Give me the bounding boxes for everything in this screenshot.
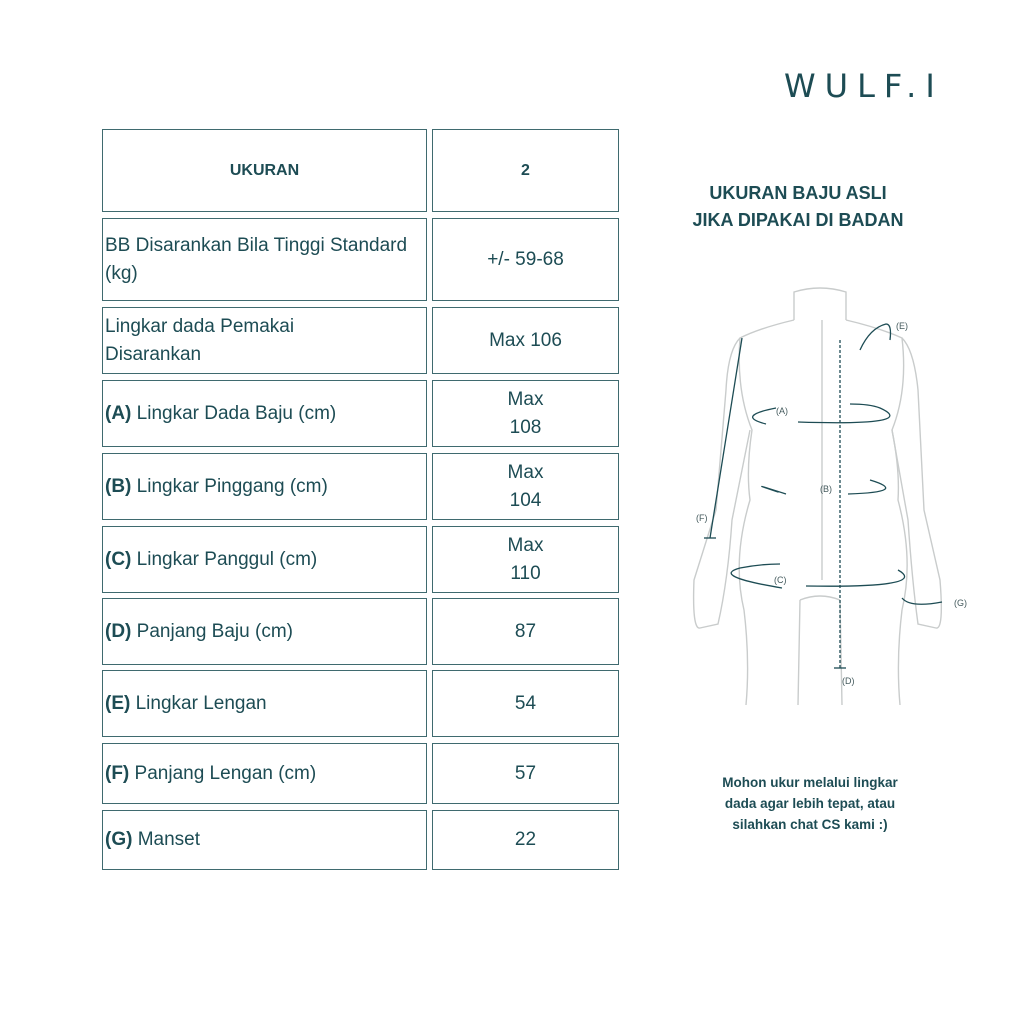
table-row-value <box>432 810 619 870</box>
table-row-value <box>432 743 619 804</box>
row-label-text: (G) Manset <box>105 829 201 850</box>
diagram-title-line-1: UKURAN BAJU ASLI <box>709 183 887 203</box>
table-row-label <box>102 380 427 447</box>
row-label-text: (B) Lingkar Pinggang (cm) <box>105 475 328 497</box>
note-line-3: silahkan chat CS kami :) <box>732 817 888 832</box>
row-value-text: 54 <box>514 692 537 714</box>
diagram-title <box>660 180 936 234</box>
table-row-label <box>102 810 427 870</box>
row-value-text: Max 104 <box>507 461 544 511</box>
row-label-text: (A) Lingkar Dada Baju (cm) <box>105 402 337 424</box>
label-c: (C) <box>774 575 787 585</box>
row-value-text: 57 <box>514 762 537 784</box>
measurement-note <box>690 772 930 835</box>
row-value-text: Max 108 <box>507 388 544 438</box>
table-row-value <box>432 526 619 593</box>
note-line-1: Mohon ukur melalui lingkar <box>722 775 898 790</box>
row-value-text: Max 106 <box>489 329 562 351</box>
row-label-text: (D) Panjang Baju (cm) <box>105 620 293 642</box>
table-header-value <box>432 129 619 212</box>
mannequin-diagram <box>680 280 980 710</box>
brand-logo: WULF.I <box>784 67 944 105</box>
table-row-value <box>432 598 619 665</box>
label-a: (A) <box>776 406 788 416</box>
diagram-title-line-2: JIKA DIPAKAI DI BADAN <box>692 210 904 230</box>
row-label-text: Lingkar dada Pemakai Disarankan <box>105 315 295 365</box>
label-e: (E) <box>896 321 908 331</box>
table-row-label <box>102 218 427 301</box>
table-row-value <box>432 453 619 520</box>
mannequin-outline <box>694 288 942 705</box>
header-label-text: UKURAN <box>229 161 300 179</box>
row-label-text: BB Disarankan Bila Tinggi Standard (kg) <box>105 234 408 284</box>
table-row-value <box>432 670 619 737</box>
label-d: (D) <box>842 676 855 686</box>
table-row-value <box>432 218 619 301</box>
row-value-text: +/- 59-68 <box>487 248 564 270</box>
table-row-value <box>432 307 619 374</box>
measurement-labels <box>696 321 967 686</box>
table-row-label <box>102 453 427 520</box>
table-row-label <box>102 526 427 593</box>
note-line-2: dada agar lebih tepat, atau <box>724 796 896 811</box>
header-value-text: 2 <box>521 161 530 179</box>
table-header-label <box>102 129 427 212</box>
row-value-text: 87 <box>514 620 537 642</box>
row-value-text: 22 <box>514 829 537 850</box>
table-row-label <box>102 670 427 737</box>
row-label-text: (F) Panjang Lengan (cm) <box>105 762 317 784</box>
label-g: (G) <box>954 598 967 608</box>
table-row-label <box>102 743 427 804</box>
row-label-text: (E) Lingkar Lengan <box>105 692 267 714</box>
table-row-label <box>102 307 427 374</box>
table-row-label <box>102 598 427 665</box>
label-b: (B) <box>820 484 832 494</box>
label-f: (F) <box>696 513 708 523</box>
row-value-text: Max 110 <box>507 534 544 584</box>
table-row-value <box>432 380 619 447</box>
row-label-text: (C) Lingkar Panggul (cm) <box>105 548 318 570</box>
